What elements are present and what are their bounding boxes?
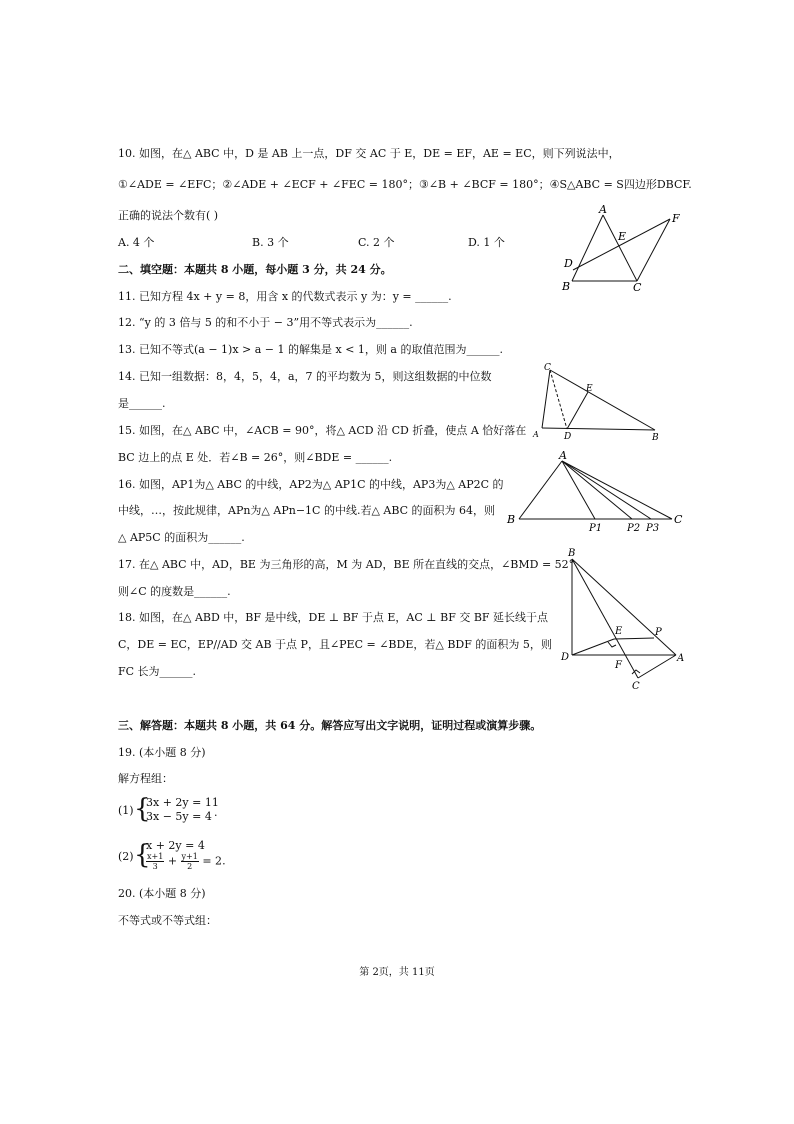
- q16-line3: △ AP5C 的面积为______.: [118, 531, 245, 544]
- q18-label-b: B: [568, 548, 576, 559]
- section2-heading: 二、填空题：本题共 8 小题，每小题 3 分，共 24 分。: [118, 263, 392, 276]
- q19-p2-brace: {: [134, 840, 151, 870]
- q15-line2: BC 边上的点 E 处．若∠B = 26°，则∠BDE = ______.: [118, 451, 393, 464]
- q19-p2-eq2: [146, 852, 226, 871]
- q10-label-a: A: [599, 203, 607, 216]
- q18-label-a: A: [677, 653, 685, 664]
- q17-line1: 17. 在△ ABC 中，AD，BE 为三角形的高，M 为 AD，BE 所在直线的交点，∠BMD = 52°: [118, 558, 575, 571]
- q15-label-b: B: [652, 433, 659, 443]
- q10-option-a: A. 4 个: [118, 236, 155, 249]
- q19-p2-frac2-den: 2: [187, 862, 193, 871]
- q16-line2: 中线，…，按此规律，APn为△ APn−1C 的中线.若△ ABC 的面积为 64，则: [118, 504, 496, 517]
- q18-line1: 18. 如图，在△ ABD 中，BF 是中线，DE ⊥ BF 于点 E，AC ⊥ BF 交 BF 延长线于点: [118, 611, 549, 624]
- q10-line1: 10. 如图，在△ ABC 中，D 是 AB 上一点，DF 交 AC 于 E，DE = EF，AE = EC，则下列说法中，: [118, 147, 620, 160]
- q10-option-d: D. 1 个: [468, 236, 505, 249]
- q14-line1: 14. 已知一组数据：8，4，5，4，a，7 的平均数为 5，则这组数据的中位数: [118, 370, 492, 383]
- q19-p1-label: (1): [118, 804, 134, 817]
- q16-label-p1: P1: [589, 523, 603, 534]
- q16-label-p2: P2: [627, 523, 641, 534]
- q18-label-c: C: [632, 681, 640, 692]
- q10-label-b: B: [562, 280, 571, 293]
- q19-p1-eq1: 3x + 2y = 11: [146, 796, 219, 809]
- q19-title: 19. (本小题 8 分): [118, 746, 206, 759]
- q15-figure: [530, 360, 670, 445]
- q10-label-e: E: [618, 230, 627, 243]
- q10-option-c: C. 2 个: [358, 236, 395, 249]
- q15-label-a: A: [533, 430, 539, 439]
- q13-text: 13. 已知不等式(a − 1)x > a − 1 的解集是 x < 1，则 a 的取值范围为______.: [118, 343, 503, 356]
- q19-p2-end: .: [222, 854, 226, 868]
- q12-text: 12. “y 的 3 倍与 5 的和不小于 − 3”用不等式表示为______.: [118, 316, 413, 329]
- q19-p1-end: .: [214, 806, 218, 819]
- q19-p2-eq1: x + 2y = 4: [146, 839, 205, 852]
- q10-line2: ①∠ADE = ∠EFC；②∠ADE + ∠ECF + ∠FEC = 180°；③∠B + ∠BCF = 180°；④S△ABC = S四边形DBCF.: [118, 178, 692, 191]
- q15-label-d: D: [564, 432, 572, 442]
- q19-p2-frac1-den: 3: [152, 862, 158, 871]
- q19-p1-eq2: 3x − 5y = 4: [146, 810, 212, 823]
- q18-line3: FC 长为______.: [118, 665, 197, 678]
- q10-figure: [556, 202, 686, 294]
- q20-prompt: 不等式或不等式组：: [118, 914, 217, 927]
- q17-line2: 则∠C 的度数是______.: [118, 585, 231, 598]
- q16-label-p3: P3: [646, 523, 660, 534]
- q16-label-a: A: [559, 449, 567, 462]
- page-footer: 第 2页，共 11页: [359, 967, 435, 978]
- q16-label-b: B: [507, 513, 516, 526]
- q18-label-d: D: [561, 652, 570, 663]
- section3-heading: 三、解答题：本题共 8 小题，共 64 分。解答应写出文字说明，证明过程或演算步骤。: [118, 719, 542, 732]
- q15-label-c: C: [544, 363, 551, 373]
- q14-line2: 是______.: [118, 397, 166, 410]
- q19-p2-plus: +: [167, 854, 178, 868]
- q10-label-c: C: [633, 281, 642, 294]
- q19-p2-frac2-num: y+1: [181, 852, 198, 861]
- q18-label-e: E: [615, 626, 623, 637]
- q11-text: 11. 已知方程 4x + y = 8，用含 x 的代数式表示 y 为：y = ______.: [118, 290, 452, 303]
- q15-label-e: E: [586, 384, 593, 394]
- q18-figure: [558, 544, 693, 692]
- q10-option-b: B. 3 个: [252, 236, 289, 249]
- q18-label-p: P: [655, 627, 662, 638]
- q19-p1-brace: {: [134, 794, 151, 824]
- q16-label-c: C: [674, 513, 683, 526]
- q19-prompt: 解方程组：: [118, 772, 173, 785]
- q20-title: 20. (本小题 8 分): [118, 887, 206, 900]
- q18-label-f: F: [615, 660, 622, 671]
- q19-p2-rhs: = 2: [202, 854, 223, 868]
- q10-label-f: F: [672, 212, 680, 225]
- q19-p2-frac1: [146, 852, 164, 871]
- q19-p2-label: (2): [118, 850, 134, 863]
- q19-p2-frac2: [181, 852, 199, 871]
- q18-line2: C，DE = EC，EP//AD 交 AB 于点 P，且∠PEC = ∠BDE，若△ BDF 的面积为 5，则: [118, 638, 552, 651]
- q15-line1: 15. 如图，在△ ABC 中，∠ACB = 90°，将△ ACD 沿 CD 折叠，使点 A 恰好落在: [118, 424, 527, 437]
- q16-figure: [504, 447, 694, 539]
- q10-line3: 正确的说法个数有( ): [118, 209, 219, 222]
- q10-label-d: D: [564, 257, 573, 270]
- q19-p2-frac1-num: x+1: [147, 852, 164, 861]
- q16-line1: 16. 如图，AP1为△ ABC 的中线，AP2为△ AP1C 的中线，AP3为△ AP2C 的: [118, 478, 504, 491]
